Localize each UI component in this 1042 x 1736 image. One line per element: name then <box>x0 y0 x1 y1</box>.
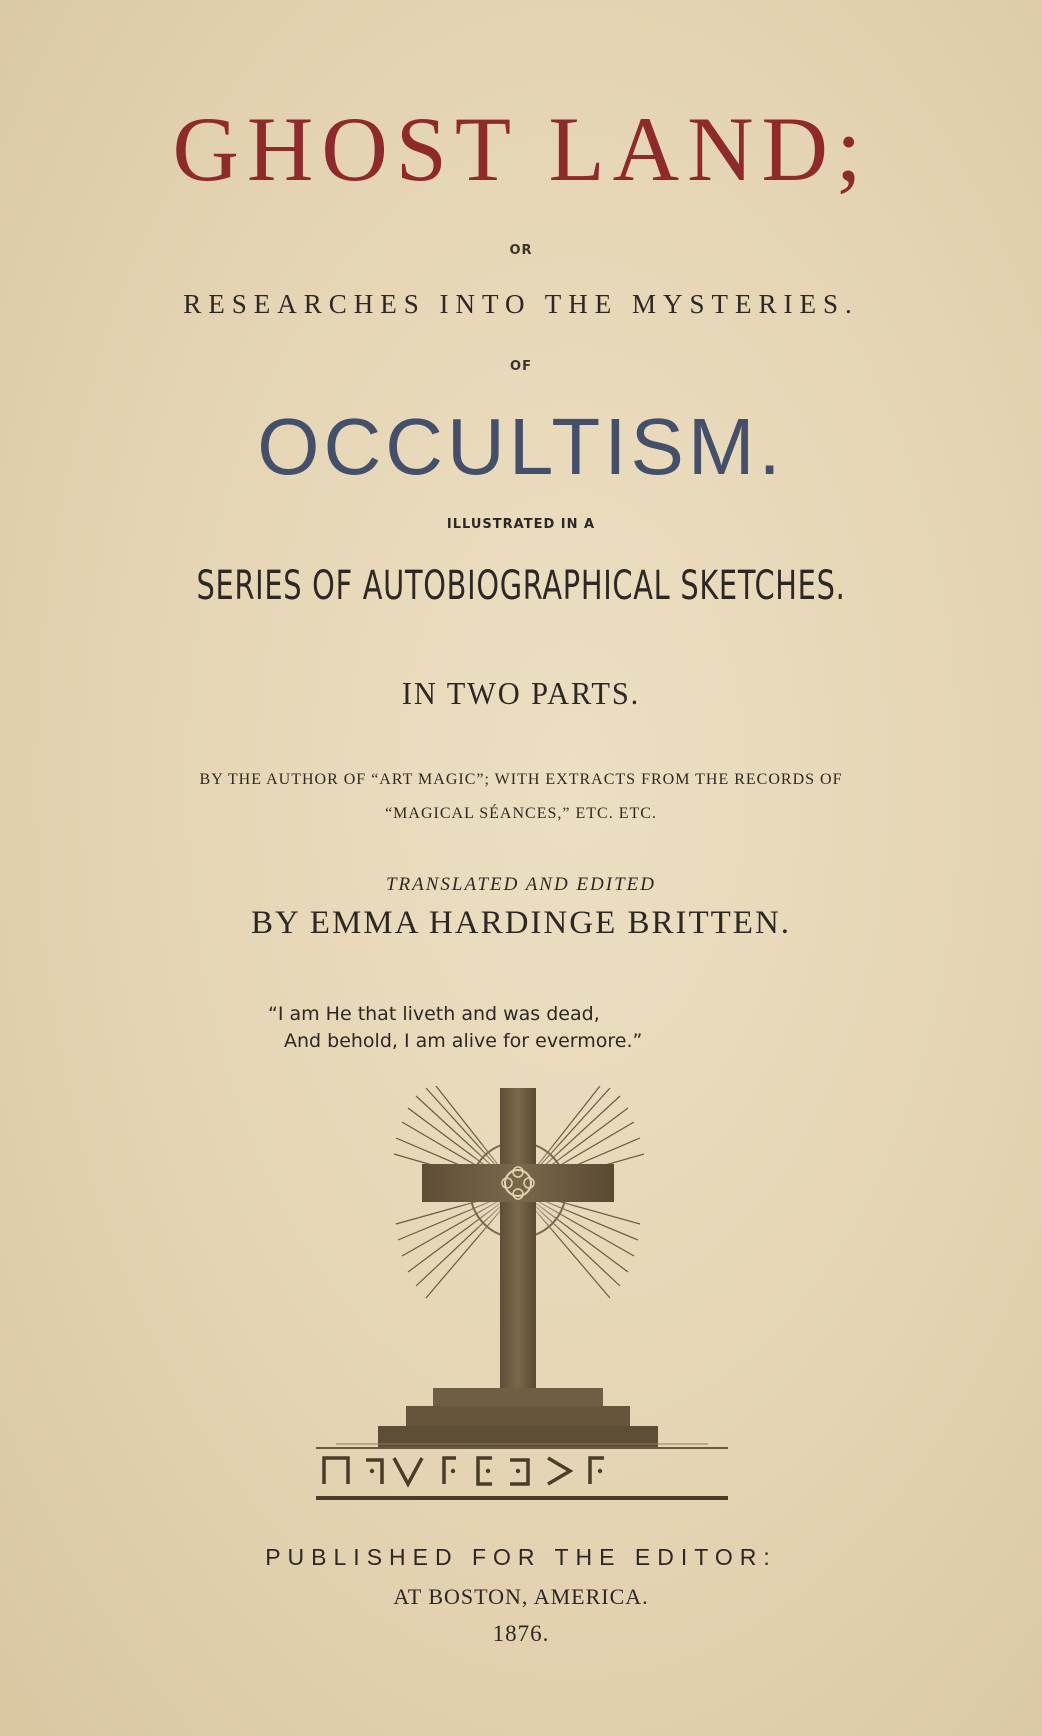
cross-icon <box>422 1088 614 1388</box>
epigraph-line-2: And behold, I am alive for evermore.” <box>284 1030 643 1052</box>
book-title: GHOST LAND; <box>172 98 870 200</box>
altar-steps-icon <box>316 1388 728 1448</box>
parts-line: IN TWO PARTS. <box>401 675 641 711</box>
attribution-line-1: BY THE AUTHOR OF “ART MAGIC”; WITH EXTRACTS FROM THE RECORDS OF <box>199 771 843 788</box>
cross-with-rays-emblem <box>316 1086 728 1506</box>
illustrated-line: ILLUSTRATED IN A <box>446 517 596 532</box>
publisher-line: PUBLISHED FOR THE EDITOR: <box>265 1544 777 1570</box>
editor-line: BY EMMA HARDINGE BRITTEN. <box>250 905 792 941</box>
subject-title: OCCULTISM. <box>257 402 785 491</box>
translated-line: TRANSLATED AND EDITED <box>385 874 657 895</box>
series-line: SERIES OF AUTOBIOGRAPHICAL SKETCHES. <box>196 563 846 609</box>
attribution-line-2: “MAGICAL SÉANCES,” ETC. ETC. <box>385 805 657 822</box>
of-connector: OF <box>510 359 532 374</box>
or-connector: OR <box>509 243 533 258</box>
subtitle: RESEARCHES INTO THE MYSTERIES. <box>183 289 859 319</box>
epigraph-line-1: “I am He that liveth and was dead, <box>268 1003 600 1025</box>
year-line: 1876. <box>492 1621 550 1646</box>
place-line: AT BOSTON, AMERICA. <box>393 1584 649 1609</box>
inscription-glyphs-icon <box>316 1458 728 1498</box>
